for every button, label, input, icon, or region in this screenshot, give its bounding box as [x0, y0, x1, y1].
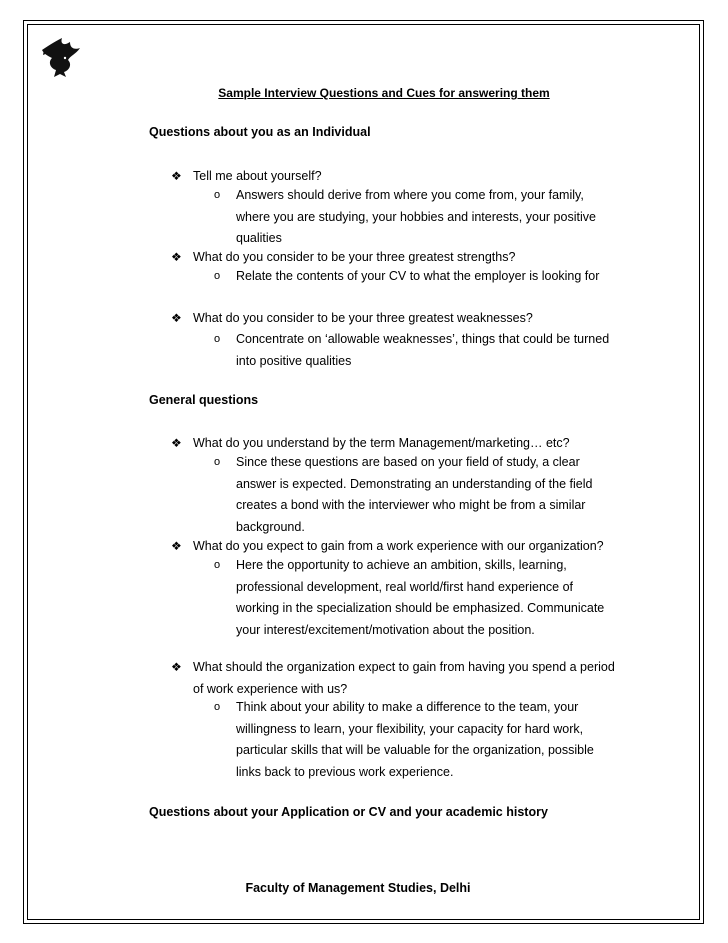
answer-item [214, 555, 614, 641]
circle-bullet-icon: o [214, 189, 221, 201]
diamond-bullet-icon: ❖ [171, 436, 182, 450]
eagle-logo-icon [40, 36, 82, 78]
page-footer: Faculty of Management Studies, Delhi [245, 881, 471, 895]
question-text: What do you expect to gain from a work experience with our organization? [193, 539, 604, 553]
question-item [171, 432, 631, 454]
circle-bullet-icon: o [214, 701, 221, 713]
question-item [171, 656, 631, 700]
answer-text: Since these questions are based on your field of study, a clear answer is expected. Demonstrating an understanding of the field creates a bond with the interviewer who might be from a similar background. [236, 455, 593, 534]
question-text: Tell me about yourself? [193, 169, 322, 183]
circle-bullet-icon: o [214, 270, 221, 282]
question-text: What do you consider to be your three greatest strengths? [193, 250, 516, 264]
diamond-bullet-icon: ❖ [171, 660, 182, 674]
question-text: What should the organization expect to gain from having you spend a period of work experience with us? [193, 660, 615, 696]
answer-item [214, 329, 614, 372]
document-title: Sample Interview Questions and Cues for answering them [218, 86, 550, 100]
answer-item [214, 697, 614, 783]
section-heading: Questions about your Application or CV and your academic history [149, 805, 548, 819]
answer-item [214, 185, 614, 250]
answer-item [214, 266, 614, 288]
circle-bullet-icon: o [214, 456, 221, 468]
question-item [171, 307, 631, 329]
question-item [171, 246, 631, 268]
question-item [171, 165, 631, 187]
question-item [171, 535, 631, 557]
answer-text: Here the opportunity to achieve an ambition, skills, learning, professional development, real world/first hand experience of working in the specialization should be emphasized. Communicate your interest/excitement/motivation about the position. [236, 558, 605, 637]
answer-text: Concentrate on ‘allowable weaknesses’, things that could be turned into positive qualities [236, 332, 610, 368]
diamond-bullet-icon: ❖ [171, 311, 182, 325]
diamond-bullet-icon: ❖ [171, 539, 182, 553]
answer-text: Think about your ability to make a difference to the team, your willingness to learn, your flexibility, your capacity for hard work, particular skills that will be valuable for the organization, possible links back to previous work experience. [236, 700, 594, 779]
section-heading: Questions about you as an Individual [149, 125, 371, 139]
question-text: What do you consider to be your three greatest weaknesses? [193, 311, 533, 325]
answer-text: Relate the contents of your CV to what the employer is looking for [236, 269, 600, 283]
diamond-bullet-icon: ❖ [171, 169, 182, 183]
circle-bullet-icon: o [214, 333, 221, 345]
circle-bullet-icon: o [214, 559, 221, 571]
question-text: What do you understand by the term Management/marketing… etc? [193, 436, 570, 450]
section-heading: General questions [149, 393, 259, 407]
diamond-bullet-icon: ❖ [171, 250, 182, 264]
answer-text: Answers should derive from where you come from, your family, where you are studying, your hobbies and interests, your positive qualities [236, 188, 596, 245]
answer-item [214, 452, 614, 538]
